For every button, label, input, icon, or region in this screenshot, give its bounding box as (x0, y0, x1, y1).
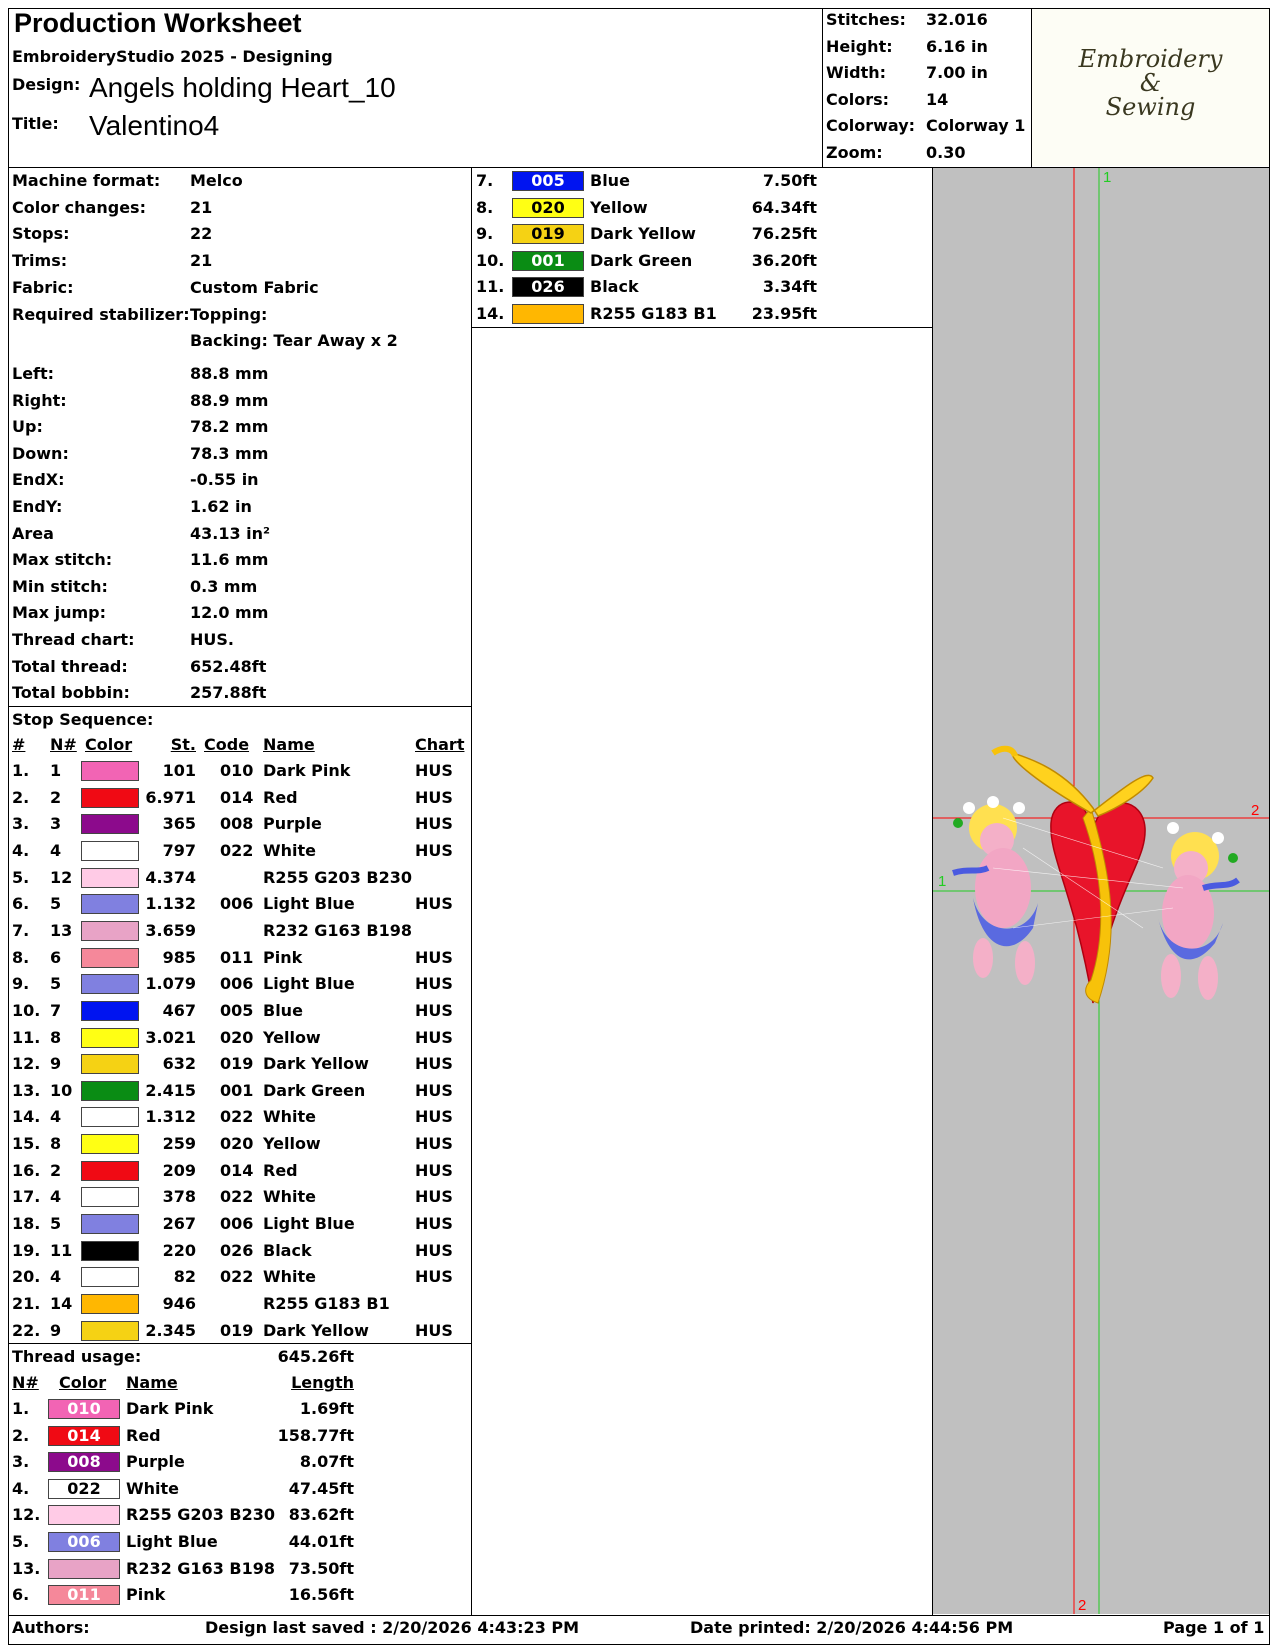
info-value: 652.48ft (190, 656, 267, 676)
marker-1-top: 1 (1103, 169, 1112, 186)
seq-stitches: 365 (162, 814, 196, 834)
preview-canvas (933, 168, 1269, 1614)
seq-color-swatch (81, 1294, 139, 1314)
seq-color-swatch (81, 1028, 139, 1048)
info-value: 11.6 mm (190, 550, 269, 570)
seq-stitches: 4.374 (145, 867, 196, 887)
info-label: Total bobbin: (12, 683, 130, 703)
seq-code: 022 (220, 1187, 254, 1207)
thread-name: Dark Green (590, 250, 693, 270)
stat-value: 0.30 (926, 142, 966, 162)
seq-needle: 8 (50, 1027, 62, 1047)
seq-stitches: 220 (162, 1240, 196, 1260)
seq-header-name: Name (263, 735, 315, 754)
seq-name: Blue (263, 1000, 303, 1020)
seq-color-swatch (81, 974, 139, 994)
seq-needle: 3 (50, 814, 62, 834)
seq-stitches: 6.971 (145, 787, 196, 807)
seq-stitches: 259 (162, 1134, 196, 1154)
seq-num: 17. (12, 1187, 41, 1207)
seq-name: White (263, 840, 317, 860)
info-value: 78.3 mm (190, 443, 269, 463)
seq-num: 8. (12, 947, 30, 967)
seq-num: 12. (12, 1054, 41, 1074)
seq-stitches: 3.659 (145, 920, 196, 940)
seq-num: 15. (12, 1134, 41, 1154)
seq-name: R255 G203 B230 (263, 867, 412, 887)
stop-sequence-title: Stop Sequence: (12, 710, 154, 729)
seq-chart: HUS (415, 1080, 453, 1100)
seq-name: Dark Pink (263, 761, 351, 780)
seq-name: Dark Yellow (263, 1054, 369, 1074)
thread-name: Light Blue (126, 1532, 218, 1551)
seq-num: 22. (12, 1320, 41, 1340)
seq-code: 008 (220, 814, 254, 834)
footer-divider (8, 1615, 1270, 1616)
thread-length: 83.62ft (288, 1505, 354, 1525)
seq-color-swatch (81, 1187, 139, 1207)
software-name: EmbroideryStudio 2025 - Designing (12, 47, 333, 66)
seq-num: 14. (12, 1107, 41, 1127)
seq-num: 16. (12, 1160, 41, 1180)
seq-needle: 4 (50, 840, 62, 860)
seq-color-swatch (81, 1241, 139, 1261)
seq-needle: 5 (50, 974, 62, 994)
seq-needle: 8 (50, 1134, 62, 1154)
seq-chart: HUS (415, 1134, 453, 1154)
design-label: Design: (12, 75, 81, 94)
thread-name: R232 G163 B198 (126, 1558, 275, 1578)
thread-color-swatch: 001 (512, 251, 584, 271)
info-label: Total thread: (12, 656, 128, 676)
seq-header-color: Color (85, 735, 133, 754)
thread-length: 8.07ft (299, 1452, 354, 1472)
footer-page-number: Page 1 of 1 (1163, 1618, 1265, 1637)
seq-color-swatch (81, 894, 139, 914)
seq-needle: 6 (50, 947, 62, 967)
marker-2-bottom: 2 (1078, 1597, 1087, 1614)
seq-needle: 4 (50, 1107, 62, 1127)
seq-stitches: 378 (162, 1187, 196, 1207)
thread-color-swatch: 011 (48, 1585, 120, 1605)
seq-name: R232 G163 B198 (263, 920, 412, 940)
seq-chart: HUS (415, 1240, 453, 1260)
seq-needle: 14 (50, 1294, 73, 1313)
seq-name: Light Blue (263, 974, 355, 994)
seq-name: White (263, 1107, 317, 1127)
seq-needle: 12 (50, 867, 73, 887)
title-label: Title: (12, 114, 59, 133)
seq-chart: HUS (415, 974, 453, 994)
logo (1032, 9, 1269, 166)
design-preview (933, 168, 1269, 1614)
seq-code: 006 (220, 974, 254, 994)
seq-header-st: St. (170, 735, 196, 754)
seq-needle: 4 (50, 1267, 62, 1287)
thread-needle: 6. (12, 1585, 30, 1605)
seq-code: 022 (220, 1267, 254, 1287)
seq-needle: 9 (50, 1054, 62, 1074)
footer-last-saved: Design last saved : 2/20/2026 4:43:23 PM (205, 1618, 580, 1637)
thread-name: Black (590, 277, 639, 297)
info-value: 43.13 in² (190, 523, 271, 543)
info-value: 78.2 mm (190, 417, 269, 437)
info-value: Custom Fabric (190, 277, 319, 297)
thread-color-swatch: 014 (48, 1426, 120, 1446)
seq-name: Dark Yellow (263, 1320, 369, 1340)
info-value: 0.3 mm (190, 576, 258, 596)
logo-line: Embroidery (1078, 45, 1223, 73)
info-label: Left: (12, 364, 55, 383)
seq-chart: HUS (415, 814, 453, 834)
seq-num: 20. (12, 1267, 41, 1287)
seq-code: 005 (220, 1000, 254, 1020)
seq-color-swatch (81, 948, 139, 968)
logo-line: & (1139, 69, 1162, 97)
seq-name: Black (263, 1240, 312, 1260)
info-label: Area (12, 523, 54, 543)
seq-chart: HUS (415, 1160, 453, 1180)
thread-needle: 8. (476, 197, 494, 217)
logo-text (1032, 47, 1269, 119)
thread-needle: 14. (476, 304, 505, 323)
seq-chart: HUS (415, 1000, 453, 1020)
logo-line: Sewing (1105, 93, 1196, 121)
seq-chart: HUS (415, 1027, 453, 1047)
seq-name: Purple (263, 814, 322, 834)
info-value: Melco (190, 171, 243, 190)
thread-color-swatch: 022 (48, 1479, 120, 1499)
seq-stitches: 82 (173, 1267, 196, 1287)
seq-needle: 1 (50, 761, 62, 780)
seq-needle: 10 (50, 1080, 73, 1100)
info-label: Color changes: (12, 197, 146, 217)
thread-header-length: Length (291, 1373, 354, 1392)
seq-needle: 13 (50, 920, 73, 940)
seq-chart: HUS (415, 1187, 453, 1207)
seq-code: 006 (220, 894, 254, 914)
thread-usage-title: Thread usage: (12, 1347, 142, 1366)
seq-color-swatch (81, 1267, 139, 1287)
thread-color-swatch (48, 1559, 120, 1579)
thread-needle: 4. (12, 1478, 30, 1498)
seq-name: Yellow (263, 1027, 321, 1047)
seq-header-code: Code (204, 735, 250, 754)
stat-label: Stitches: (826, 10, 906, 29)
seq-stitches: 101 (162, 761, 196, 780)
thread-needle: 2. (12, 1425, 30, 1445)
seq-color-swatch (81, 1054, 139, 1074)
right-angel (1158, 822, 1238, 1000)
stat-value: 6.16 in (926, 36, 988, 56)
thread-header-color: Color (59, 1373, 107, 1392)
stat-value: 32.016 (926, 10, 988, 29)
thread-name: Purple (126, 1452, 185, 1472)
thread-needle: 12. (12, 1505, 41, 1525)
seq-stitches: 467 (162, 1000, 196, 1020)
thread-name: Blue (590, 171, 630, 190)
thread-length: 3.34ft (762, 277, 817, 297)
seq-code: 006 (220, 1214, 254, 1234)
seq-code: 014 (220, 787, 254, 807)
seq-stitches: 985 (162, 947, 196, 967)
thread-name: R255 G203 B230 (126, 1505, 275, 1525)
thread-color-swatch: 019 (512, 224, 584, 244)
marker-2-right: 2 (1251, 802, 1260, 819)
thread-length: 7.50ft (762, 171, 817, 190)
seq-chart: HUS (415, 840, 453, 860)
info-value: -0.55 in (190, 470, 259, 490)
left-column-divider (471, 167, 472, 1615)
seq-color-swatch (81, 1001, 139, 1021)
seq-stitches: 797 (162, 840, 196, 860)
seq-color-swatch (81, 1161, 139, 1181)
seq-stitches: 2.415 (145, 1080, 196, 1100)
seq-color-swatch (81, 1134, 139, 1154)
design-artwork (953, 749, 1238, 1003)
thread-length: 23.95ft (751, 304, 817, 323)
thread-length: 47.45ft (288, 1478, 354, 1498)
seq-color-swatch (81, 868, 139, 888)
seq-num: 13. (12, 1080, 41, 1100)
page-title: Production Worksheet (14, 8, 302, 38)
thread-header-n: N# (12, 1373, 39, 1392)
seq-needle: 5 (50, 1214, 62, 1234)
info-label: EndX: (12, 470, 65, 490)
seq-color-swatch (81, 1321, 139, 1341)
thread-color-swatch: 006 (48, 1532, 120, 1552)
thread-color-swatch (48, 1505, 120, 1525)
stat-label: Colors: (826, 89, 890, 109)
info-label: Right: (12, 390, 67, 410)
seq-needle: 9 (50, 1320, 62, 1340)
seq-code: 001 (220, 1080, 254, 1100)
seq-num: 1. (12, 761, 30, 780)
thread-color-swatch (512, 304, 584, 324)
info-label: Thread chart: (12, 630, 135, 649)
thread-length: 76.25ft (751, 224, 817, 244)
stat-label: Colorway: (826, 116, 916, 135)
info-label: Fabric: (12, 277, 74, 297)
seq-code: 014 (220, 1160, 254, 1180)
info-label: EndY: (12, 497, 63, 516)
seq-header-num: # (12, 735, 26, 754)
info-value: 12.0 mm (190, 603, 269, 623)
seq-needle: 11 (50, 1240, 73, 1260)
thread-name: Dark Pink (126, 1399, 214, 1418)
seq-chart: HUS (415, 894, 453, 914)
continued-divider (471, 327, 932, 328)
stat-label: Width: (826, 63, 887, 82)
seq-code: 010 (220, 761, 254, 780)
thread-length: 158.77ft (277, 1425, 354, 1445)
seq-needle: 5 (50, 894, 62, 914)
seq-code: 020 (220, 1134, 254, 1154)
seq-needle: 4 (50, 1187, 62, 1207)
info-label: Max jump: (12, 603, 107, 623)
thread-name: Dark Yellow (590, 224, 696, 244)
seq-stitches: 1.132 (145, 894, 196, 914)
thread-needle: 10. (476, 250, 505, 270)
seq-num: 6. (12, 894, 30, 914)
seq-num: 19. (12, 1240, 41, 1260)
info-label: Stops: (12, 224, 70, 244)
info-value: 1.62 in (190, 497, 252, 516)
seq-chart: HUS (415, 1107, 453, 1127)
seq-name: Yellow (263, 1134, 321, 1154)
footer-authors: Authors: (12, 1618, 90, 1637)
thread-color-swatch: 010 (48, 1399, 120, 1419)
seq-header-chart: Chart (415, 735, 465, 754)
title-value: Valentino4 (89, 110, 220, 141)
info-value: 22 (190, 224, 213, 244)
info-value: Backing: Tear Away x 2 (190, 331, 398, 351)
seq-name: Light Blue (263, 894, 355, 914)
info-label: Max stitch: (12, 550, 113, 570)
thread-needle: 13. (12, 1558, 41, 1578)
seq-color-swatch (81, 788, 139, 808)
thread-needle: 1. (12, 1399, 30, 1418)
info-label: Min stitch: (12, 576, 108, 596)
info-value: 88.9 mm (190, 390, 269, 410)
info-value: 88.8 mm (190, 364, 269, 383)
seq-stitches: 209 (162, 1160, 196, 1180)
seq-color-swatch (81, 841, 139, 861)
seq-code: 026 (220, 1240, 254, 1260)
seq-chart: HUS (415, 787, 453, 807)
stat-label: Height: (826, 36, 893, 56)
seq-color-swatch (81, 1081, 139, 1101)
thread-name: White (126, 1478, 180, 1498)
seq-code: 022 (220, 840, 254, 860)
seq-num: 18. (12, 1214, 41, 1234)
seq-name: Dark Green (263, 1080, 366, 1100)
seq-code: 019 (220, 1054, 254, 1074)
seq-color-swatch (81, 921, 139, 941)
seq-code: 020 (220, 1027, 254, 1047)
thread-usage-total: 645.26ft (277, 1347, 354, 1366)
seq-stitches: 1.079 (145, 974, 196, 994)
seq-color-swatch (81, 1107, 139, 1127)
info-value: 21 (190, 197, 213, 217)
thread-length: 44.01ft (288, 1532, 354, 1551)
info-label: Down: (12, 443, 69, 463)
seq-stitches: 1.312 (145, 1107, 196, 1127)
thread-needle: 7. (476, 171, 494, 190)
seq-code: 022 (220, 1107, 254, 1127)
marker-1-left: 1 (938, 873, 947, 890)
seq-chart: HUS (415, 1320, 453, 1340)
seq-name: Red (263, 787, 298, 807)
seq-chart: HUS (415, 1267, 453, 1287)
thread-length: 64.34ft (751, 197, 817, 217)
seq-color-swatch (81, 761, 139, 781)
seq-num: 9. (12, 974, 30, 994)
seq-name: Red (263, 1160, 298, 1180)
seq-num: 5. (12, 867, 30, 887)
seq-chart: HUS (415, 761, 453, 780)
thread-name: Red (126, 1425, 161, 1445)
seq-chart: HUS (415, 1214, 453, 1234)
thread-color-swatch: 020 (512, 198, 584, 218)
ribbon-tail (993, 749, 1015, 756)
design-name: Angels holding Heart_10 (89, 72, 396, 103)
stat-label: Zoom: (826, 142, 883, 162)
seq-num: 21. (12, 1294, 41, 1313)
seq-num: 2. (12, 787, 30, 807)
seq-name: White (263, 1267, 317, 1287)
seq-needle: 2 (50, 1160, 62, 1180)
seq-color-swatch (81, 1214, 139, 1234)
seq-num: 3. (12, 814, 30, 834)
thread-length: 73.50ft (288, 1558, 354, 1578)
info-value: 21 (190, 251, 213, 271)
seq-stitches: 632 (162, 1054, 196, 1074)
thread-color-swatch: 026 (512, 277, 584, 297)
seq-name: Light Blue (263, 1214, 355, 1234)
seq-color-swatch (81, 814, 139, 834)
thread-length: 16.56ft (288, 1585, 354, 1605)
seq-code: 019 (220, 1320, 254, 1340)
thread-needle: 11. (476, 277, 505, 297)
seq-name: R255 G183 B1 (263, 1294, 390, 1313)
seq-chart: HUS (415, 1054, 453, 1074)
thread-needle: 3. (12, 1452, 30, 1472)
seq-header-n: N# (50, 735, 77, 754)
thread-name: Yellow (590, 197, 648, 217)
info-label: Up: (12, 417, 43, 437)
footer-date-printed: Date printed: 2/20/2026 4:44:56 PM (690, 1618, 1014, 1637)
info-value: 257.88ft (190, 683, 267, 703)
info-label: Required stabilizer: (12, 304, 190, 324)
seq-name: White (263, 1187, 317, 1207)
seq-needle: 2 (50, 787, 62, 807)
thread-name: R255 G183 B1 (590, 304, 717, 323)
thread-header-name: Name (126, 1373, 178, 1392)
stat-value: 7.00 in (926, 63, 988, 82)
seq-stitches: 3.021 (145, 1027, 196, 1047)
stat-value: 14 (926, 89, 949, 109)
seq-num: 10. (12, 1000, 41, 1020)
info-label: Trims: (12, 251, 68, 271)
thread-length: 1.69ft (299, 1399, 354, 1418)
seq-num: 4. (12, 840, 30, 860)
thread-length: 36.20ft (751, 250, 817, 270)
seq-stitches: 2.345 (145, 1320, 196, 1340)
seq-stitches: 267 (162, 1214, 196, 1234)
info-value: HUS. (190, 630, 234, 649)
seq-num: 7. (12, 920, 30, 940)
thread-needle: 5. (12, 1532, 30, 1551)
thread-needle: 9. (476, 224, 494, 244)
stat-value: Colorway 1 (926, 116, 1026, 135)
info-label: Machine format: (12, 171, 161, 190)
seq-needle: 7 (50, 1000, 62, 1020)
seq-num: 11. (12, 1027, 41, 1047)
info-value: Topping: (190, 304, 268, 324)
seq-stitches: 946 (162, 1294, 196, 1313)
thread-color-swatch: 005 (512, 171, 584, 191)
seq-chart: HUS (415, 947, 453, 967)
seq-code: 011 (220, 947, 254, 967)
header-stats-divider (822, 8, 823, 167)
thread-name: Pink (126, 1585, 166, 1605)
seq-name: Pink (263, 947, 303, 967)
thread-color-swatch: 008 (48, 1452, 120, 1472)
